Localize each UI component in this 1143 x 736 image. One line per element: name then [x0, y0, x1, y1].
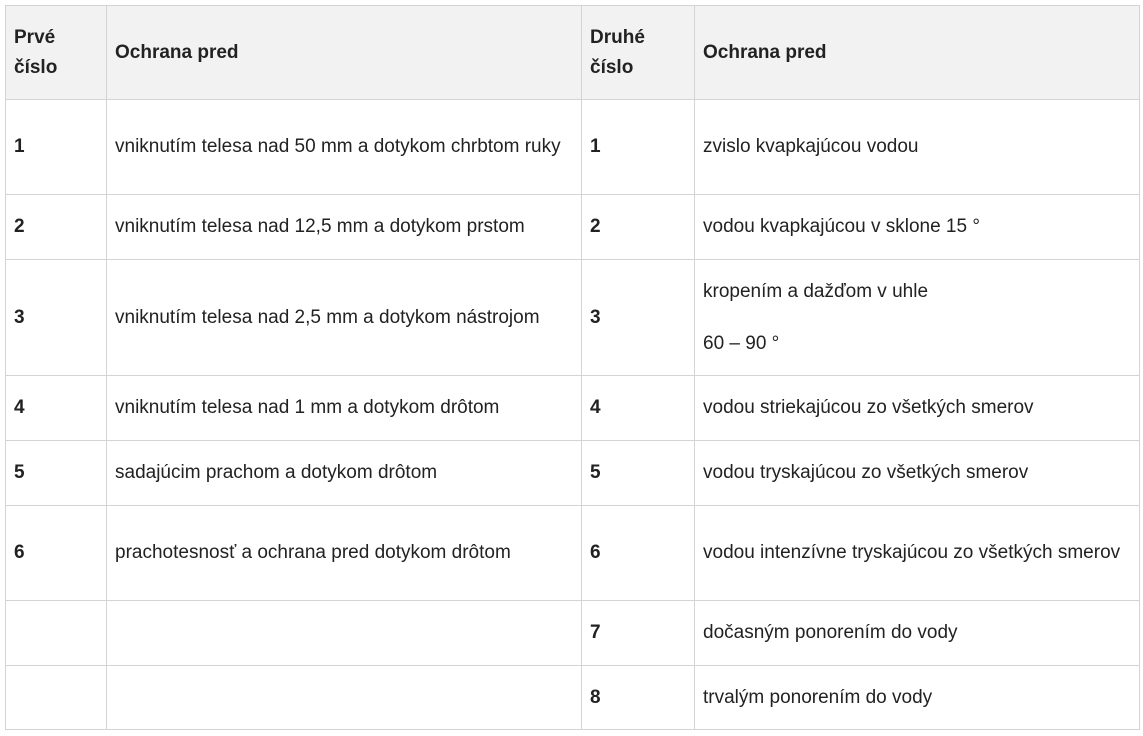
- second-protection-cell: trvalým ponorením do vody: [695, 666, 1140, 730]
- first-number-cell: 1: [6, 100, 107, 195]
- second-number-cell: 3: [582, 260, 695, 376]
- first-number-cell: [6, 666, 107, 730]
- second-number-cell: 1: [582, 100, 695, 195]
- table-row: [6, 441, 1140, 506]
- first-number-cell: 5: [6, 441, 107, 506]
- table-row: [6, 506, 1140, 601]
- first-protection-cell: vniknutím telesa nad 12,5 mm a dotykom prstom: [107, 195, 582, 260]
- header-first-number: Prvé číslo: [6, 6, 107, 100]
- second-number-cell: 2: [582, 195, 695, 260]
- first-protection-cell: vniknutím telesa nad 2,5 mm a dotykom nástrojom: [107, 260, 582, 376]
- header-second-protection: Ochrana pred: [695, 6, 1140, 100]
- header-first-protection: Ochrana pred: [107, 6, 582, 100]
- second-number-cell: 5: [582, 441, 695, 506]
- second-protection-line: kropením a dažďom v uhle: [703, 280, 929, 302]
- table-row: [6, 666, 1140, 730]
- first-protection-cell: [107, 666, 582, 730]
- table-row: [6, 195, 1140, 260]
- table-row: [6, 376, 1140, 441]
- table-row: [6, 601, 1140, 666]
- first-protection-cell: prachotesnosť a ochrana pred dotykom drôtom: [107, 506, 582, 601]
- second-protection-cell: zvislo kvapkajúcou vodou: [695, 100, 1140, 195]
- header-second-number: Druhé číslo: [582, 6, 695, 100]
- first-number-cell: 3: [6, 260, 107, 376]
- second-number-cell: 4: [582, 376, 695, 441]
- second-protection-cell: vodou intenzívne tryskajúcou zo všetkých smerov: [695, 506, 1140, 601]
- table-row: [6, 260, 1140, 376]
- ip-protection-table: [5, 5, 1140, 730]
- second-protection-cell: vodou tryskajúcou zo všetkých smerov: [695, 441, 1140, 506]
- first-protection-cell: vniknutím telesa nad 1 mm a dotykom drôtom: [107, 376, 582, 441]
- first-protection-cell: vniknutím telesa nad 50 mm a dotykom chrbtom ruky: [107, 100, 582, 195]
- second-number-cell: 8: [582, 666, 695, 730]
- second-number-cell: 6: [582, 506, 695, 601]
- first-number-cell: 4: [6, 376, 107, 441]
- first-number-cell: 6: [6, 506, 107, 601]
- table-header: [6, 6, 1140, 100]
- header-row: [6, 6, 1140, 100]
- second-protection-angle: 60 – 90 °: [703, 332, 780, 354]
- first-number-cell: [6, 601, 107, 666]
- second-number-cell: 7: [582, 601, 695, 666]
- second-protection-cell: dočasným ponorením do vody: [695, 601, 1140, 666]
- first-protection-cell: [107, 601, 582, 666]
- second-protection-cell: vodou kvapkajúcou v sklone 15 °: [695, 195, 1140, 260]
- first-protection-cell: sadajúcim prachom a dotykom drôtom: [107, 441, 582, 506]
- second-protection-cell: vodou striekajúcou zo všetkých smerov: [695, 376, 1140, 441]
- second-protection-cell: [695, 260, 1140, 376]
- table-row: [6, 100, 1140, 195]
- first-number-cell: 2: [6, 195, 107, 260]
- table-body: [6, 100, 1140, 730]
